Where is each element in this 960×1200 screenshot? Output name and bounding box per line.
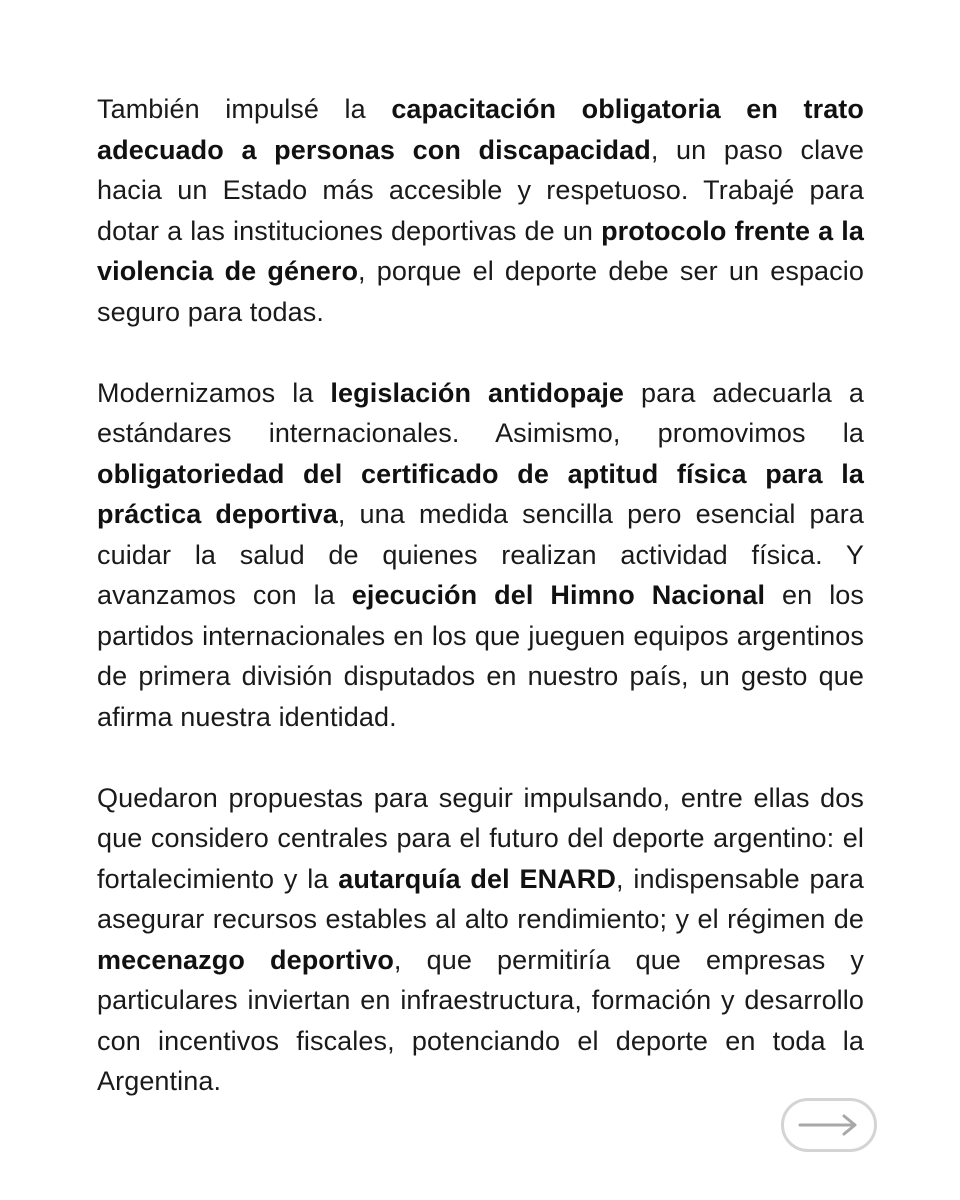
paragraph-1-text: , un paso clave hacia un Estado más accesible y respetuoso. Trabajé para dotar a las instituciones deportivas de un: [97, 134, 865, 246]
post-body: [97, 89, 864, 1102]
paragraph-1: [97, 89, 864, 332]
highlight-certificado: obligatoriedad del certificado de aptitud física para la práctica deportiva: [97, 458, 864, 529]
paragraph-2-text: Modernizamos la: [97, 377, 331, 408]
paragraph-2-text: para adecuarla a estándares internacionales. Asimismo, promovimos la: [97, 377, 865, 448]
paragraph-1-text: También impulsé la: [97, 94, 392, 124]
paragraph-3-text: , que permitiría que empresas y particulares inviertan en infraestructura, formación y desarrollo con incentivos fiscales, potenciando el deporte en toda la Argentina.: [97, 944, 864, 1096]
highlight-protocolo: protocolo frente a la violencia de género: [97, 215, 864, 286]
paragraph-2: [97, 373, 864, 738]
paragraph-1-text: , porque el deporte debe ser un espacio seguro para todas.: [97, 256, 864, 327]
highlight-antidopaje: legislación antidopaje: [330, 377, 625, 408]
next-button[interactable]: [781, 1098, 877, 1152]
arrow-right-icon: [797, 1113, 861, 1137]
paragraph-3-text: , indispensable para asegurar recursos estables al alto rendimiento; y el régimen de: [97, 863, 864, 934]
paragraph-3-text: Quedaron propuestas para seguir impulsando, entre ellas dos que considero centrales para el futuro del deporte argentino: el fortalecimiento y la: [97, 782, 864, 894]
highlight-enard: autarquía del ENARD: [338, 863, 616, 894]
highlight-capacitacion: capacitación obligatoria en trato adecuado a personas con discapacidad: [97, 94, 864, 165]
paragraph-2-text: , una medida sencilla pero esencial para cuidar la salud de quienes realizan actividad física. Y avanzamos con la: [97, 499, 864, 610]
highlight-himno: ejecución del Himno Nacional: [351, 580, 766, 610]
paragraph-2-text: en los partidos internacionales en los que jueguen equipos argentinos de primera división disputados en nuestro país, un gesto que afirma nuestra identidad.: [97, 580, 865, 732]
paragraph-3: [97, 778, 864, 1102]
highlight-mecenazgo: mecenazgo deportivo: [97, 944, 394, 975]
